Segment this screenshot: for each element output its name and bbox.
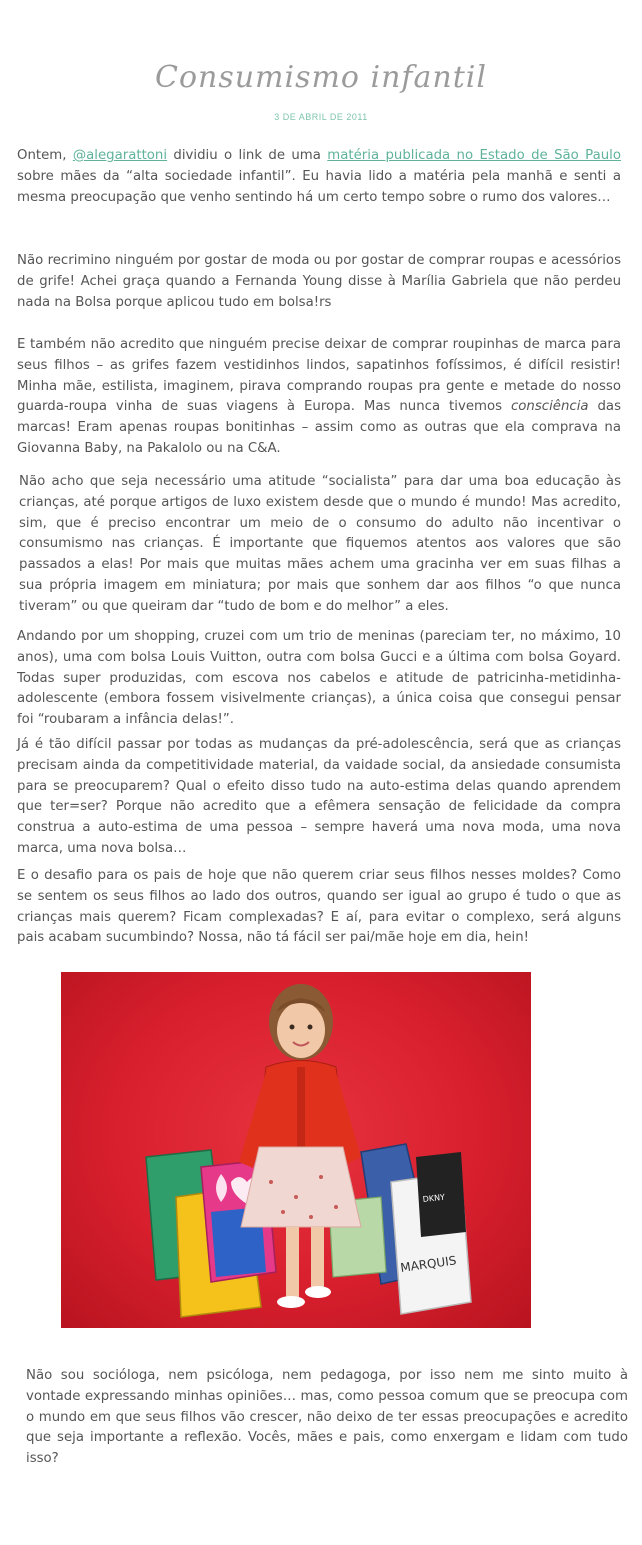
post-photo-child-with-shopping-bags xyxy=(61,972,531,1328)
bag-brand-label: MARQUIS xyxy=(399,1253,458,1275)
paragraph-1-text-a: Ontem, xyxy=(17,148,73,163)
post-date: 3 DE ABRIL DE 2011 xyxy=(274,112,368,122)
post-title[interactable]: Consumismo infantil xyxy=(154,60,487,95)
paragraph-1-text-c: sobre mães da “alta sociedade infantil”. Eu havia lido a matéria pela manhã e senti a mesma preocupação que venho sentindo há um certo tempo sobre o rumo dos valores… xyxy=(17,168,621,205)
paragraph-3-text-b: das marcas! Eram apenas roupas bonitinhas – assim como as outras que ela comprava na Giovanna Baby, na Pakalolo ou na C&A. xyxy=(17,399,621,456)
twitter-user-link[interactable]: @alegarattoni xyxy=(72,148,168,163)
bag-small-brand-label: DKNY xyxy=(422,1192,446,1204)
paragraph-6: Já é tão difícil passar por todas as mudanças da pré-adolescência, será que as crianças precisam ainda da competitividade material, da vaidade social, da ansiedade consumista para se preocuparem? Qual o efeito disso tudo na auto-estima delas quando aprendem que ter=ser? Porque não acredito que a efêmera sensação de felicidade da compra construa a auto-estima de uma pessoa – sempre haverá uma nova moda, uma nova marca, uma nova bolsa… xyxy=(17,737,621,856)
paragraph-1-text-b: dividiu o link de uma xyxy=(167,148,328,163)
paragraph-7: E o desafio para os pais de hoje que não querem criar seus filhos nesses moldes? Como se sentem os seus filhos ao lado dos outros, quando ser igual ao grupo é tudo o que as crianças mais querem? Ficam complexadas? E aí, para evitar o complexo, será alguns pais acabam sucumbindo? Nossa, não tá fácil ser pai/mãe hoje em dia, hein! xyxy=(17,868,621,946)
paragraph-2: Não recrimino ninguém por gostar de moda ou por gostar de comprar roupas e acessórios de grife! Achei graça quando a Fernanda Young disse à Marília Gabriela que não perdeu nada na Bolsa porque aplicou tudo em bolsa!rs xyxy=(17,253,621,310)
paragraph-3-text-a: E também não acredito que ninguém precise deixar de comprar roupinhas de marca para seus filhos – as grifes fazem vestidinhos lindos, sapatinhos fofíssimos, é difícil resistir! Minha mãe, estilista, imaginem, pirava comprando roupas pra gente e metade do nosso guarda-roupa vinha de suas viagens à Europa. Mas nunca tivemos xyxy=(17,337,621,415)
paragraph-8: Não sou socióloga, nem psicóloga, nem pedagoga, por isso nem me sinto muito à vontade expressando minhas opiniões… mas, como pessoa comum que se preocupa com o mundo em que seus filhos vão crescer, não deixo de ter essas preocupações e acredito que seja importante a reflexão. Vocês, mães e pais, como enxergam e lidam com tudo isso? xyxy=(26,1368,628,1467)
paragraph-3-emphasis: consciência xyxy=(510,399,589,415)
paragraph-4: Não acho que seja necessário uma atitude “socialista” para dar uma boa educação às crianças, até porque artigos de luxo existem desde que o mundo é mundo! Mas acredito, sim, que é preciso encontrar um meio de o consumo do adulto não incentivar o consumismo nas crianças. É importante que fiquemos atentos aos valores que são passados a elas! Por mais que muitas mães achem uma gracinha ver em suas filhas a sua própria imagem em miniatura; por mais que sonhem dar aos filhos “o que nunca tiveram” ou que queiram dar “tudo de bom e do melhor” a eles. xyxy=(19,474,621,614)
paragraph-3 xyxy=(17,335,621,460)
paragraph-1 xyxy=(17,146,621,208)
article-link[interactable]: matéria publicada no Estado de São Paulo xyxy=(327,148,621,163)
paragraph-5: Andando por um shopping, cruzei com um trio de meninas (pareciam ter, no máximo, 10 anos), uma com bolsa Louis Vuitton, outra com bolsa Gucci e a última com bolsa Goyard. Todas super produzidas, com escova nos cabelos e atitude de patricinha-metidinha-adolescente (embora fossem visivelmente crianças), a única coisa que consegui pensar foi “roubaram a infância delas!”. xyxy=(17,629,621,728)
child-shopping-illustration xyxy=(61,972,531,1328)
